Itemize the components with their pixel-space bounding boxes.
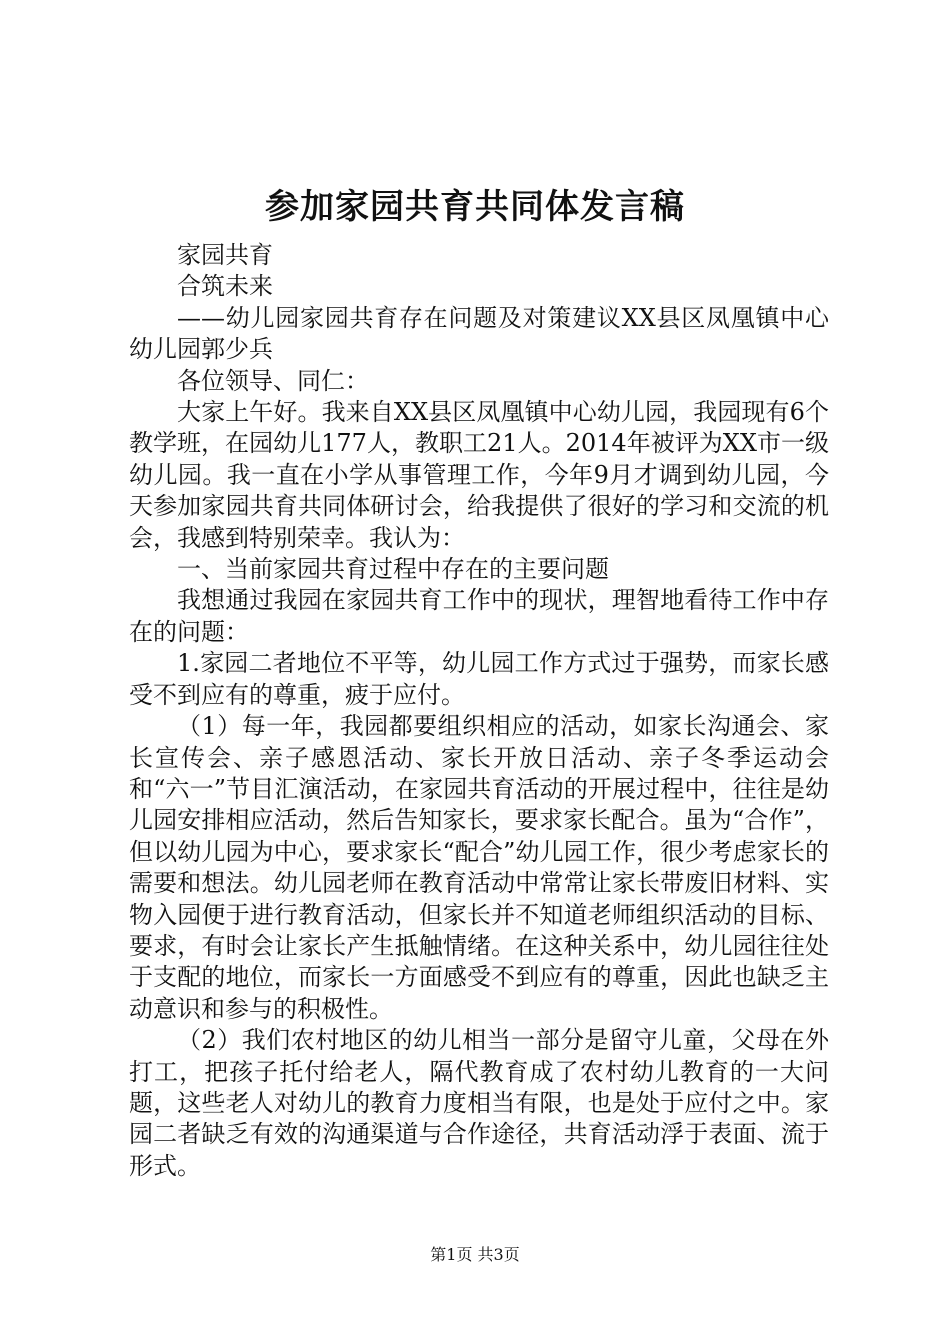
paragraph: 1.家园二者地位不平等，幼儿园工作方式过于强势，而家长感受不到应有的尊重，疲于应付。 [129, 649, 829, 709]
paragraph: 家园共育 [177, 241, 273, 269]
paragraph: ——幼儿园家园共育存在问题及对策建议XX县区凤凰镇中心幼儿园郭少兵 [129, 303, 829, 364]
paragraph: 我想通过我园在家园共育工作中的现状，理智地看待工作中存在的问题： [129, 586, 829, 646]
document-title: 参加家园共育共同体发言稿 [265, 187, 685, 227]
paragraph: 合筑未来 [177, 272, 273, 301]
paragraph: 各位领导、同仁： [177, 366, 369, 395]
paragraph: （2）我们农村地区的幼儿相当一部分是留守儿童，父母在外打工，把孩子托付给老人，隔代教育成了农村幼儿教育的一大问题，这些老人对幼儿的教育力度相当有限，也是处于应付之中。家园二者缺乏有效的沟通渠道与合作途径，共育活动浮于表面、流于形式。 [129, 1026, 829, 1180]
paragraph: 大家上午好。我来自XX县区凤凰镇中心幼儿园，我园现有6个教学班，在园幼儿177人，教职工21人。2014年被评为XX市一级幼儿园。我一直在小学从事管理工作，今年9月才调到幼儿园，今天参加家园共育共同体研讨会，给我提供了很好的学习和交流的机会，我感到特别荣幸。我认为： [129, 398, 829, 552]
paragraph: （1）每一年，我园都要组织相应的活动，如家长沟通会、家长宣传会、亲子感恩活动、家长开放日活动、亲子冬季运动会和“六一”节目汇演活动，在家园共育活动的开展过程中，往往是幼儿园安排相应活动，然后告知家长，要求家长配合。虽为“合作”，但以幼儿园为中心，要求家长“配合”幼儿园工作，很少考虑家长的需要和想法。幼儿园老师在教育活动中常常让家长带废旧材料、实物入园便于进行教育活动，但家长并不知道老师组织活动的目标、要求，有时会让家长产生抵触情绪。在这种关系中，幼儿园往往处于支配的地位，而家长一方面感受不到应有的尊重，因此也缺乏主动意识和参与的积极性。 [129, 712, 829, 1023]
page-footer: 第1页 共3页 [430, 1245, 520, 1264]
document-body [129, 240, 829, 1182]
section-heading: 一、当前家园共育过程中存在的主要问题 [177, 555, 609, 584]
